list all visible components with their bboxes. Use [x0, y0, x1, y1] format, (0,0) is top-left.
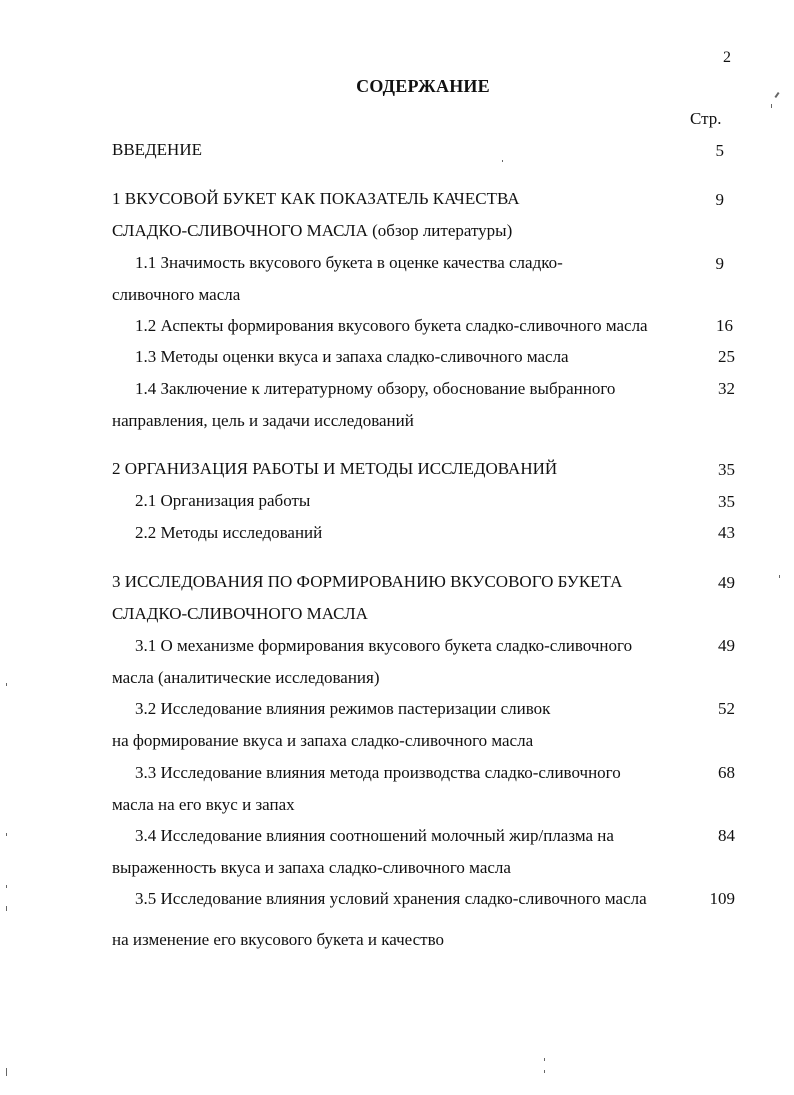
toc-page-1-4: 32	[718, 379, 735, 398]
scan-speck	[6, 906, 7, 911]
toc-section-3-4-line-2: выраженность вкуса и запаха сладко-сливочного масла	[112, 858, 511, 877]
scan-speck	[6, 833, 7, 836]
toc-chapter-3-line-1: 3 ИССЛЕДОВАНИЯ ПО ФОРМИРОВАНИЮ ВКУСОВОГО БУКЕТА	[112, 572, 623, 591]
toc-page-2-1: 35	[718, 492, 735, 511]
scan-speck	[6, 683, 7, 686]
toc-section-2-2: 2.2 Методы исследований	[135, 523, 323, 542]
scan-speck	[544, 1058, 545, 1061]
toc-page-3-5: 109	[709, 889, 735, 908]
scan-speck	[502, 160, 503, 162]
toc-page-2-2: 43	[718, 523, 735, 542]
toc-page-3-3: 68	[718, 763, 735, 782]
toc-section-1-4-line-1: 1.4 Заключение к литературному обзору, обоснование выбранного	[135, 379, 616, 398]
toc-section-3-4-line-1: 3.4 Исследование влияния соотношений молочный жир/плазма на	[135, 826, 614, 845]
scan-speck	[544, 1070, 545, 1073]
toc-section-1-1-line-2: сливочного масла	[112, 285, 241, 304]
scan-speck	[779, 575, 780, 578]
scan-speck	[771, 104, 772, 108]
page-title: СОДЕРЖАНИЕ	[356, 76, 490, 96]
toc-page-chapter-1: 9	[715, 190, 724, 209]
toc-section-3-3-line-2: масла на его вкус и запах	[112, 795, 295, 814]
toc-chapter-3-line-2: СЛАДКО-СЛИВОЧНОГО МАСЛА	[112, 604, 368, 623]
page-number: 2	[723, 49, 731, 66]
toc-section-3-5-line-2: на изменение его вкусового букета и качество	[112, 930, 444, 949]
toc-section-1-4-line-2: направления, цель и задачи исследований	[112, 411, 414, 430]
scan-speck	[6, 885, 7, 888]
toc-section-1-1-line-1: 1.1 Значимость вкусового букета в оценке качества сладко-	[135, 253, 563, 272]
toc-page-1-2: 16	[716, 316, 733, 335]
toc-section-3-5-line-1: 3.5 Исследование влияния условий хранения сладко-сливочного масла	[135, 889, 647, 908]
toc-page-1-1: 9	[715, 254, 724, 273]
toc-section-3-1-line-1: 3.1 О механизме формирования вкусового букета сладко-сливочного	[135, 636, 633, 655]
toc-page-1-3: 25	[718, 347, 735, 366]
toc-page-3-1: 49	[718, 636, 735, 655]
toc-section-1-2: 1.2 Аспекты формирования вкусового букета сладко-сливочного масла	[135, 316, 648, 335]
toc-section-3-2-line-1: 3.2 Исследование влияния режимов пастеризации сливок	[135, 699, 551, 718]
toc-chapter-1-line-2: СЛАДКО-СЛИВОЧНОГО МАСЛА (обзор литературы)	[112, 221, 513, 240]
toc-chapter-2: 2 ОРГАНИЗАЦИЯ РАБОТЫ И МЕТОДЫ ИССЛЕДОВАНИЙ	[112, 459, 558, 478]
toc-chapter-1-line-1: 1 ВКУСОВОЙ БУКЕТ КАК ПОКАЗАТЕЛЬ КАЧЕСТВА	[112, 189, 520, 208]
toc-page-intro: 5	[715, 141, 724, 160]
toc-section-1-3: 1.3 Методы оценки вкуса и запаха сладко-сливочного масла	[135, 347, 569, 366]
scan-speck	[6, 1068, 7, 1076]
toc-page-3-4: 84	[718, 826, 735, 845]
toc-section-2-1: 2.1 Организация работы	[135, 491, 311, 510]
toc-page-chapter-2: 35	[718, 460, 735, 479]
toc-page-3-2: 52	[718, 699, 735, 718]
toc-page-chapter-3: 49	[718, 573, 735, 592]
page-column-header: Стр.	[690, 109, 722, 128]
toc-entry-intro: ВВЕДЕНИЕ	[112, 140, 202, 159]
toc-section-3-3-line-1: 3.3 Исследование влияния метода производства сладко-сливочного	[135, 763, 621, 782]
toc-section-3-2-line-2: на формирование вкуса и запаха сладко-сливочного масла	[112, 731, 534, 750]
toc-section-3-1-line-2: масла (аналитические исследования)	[112, 668, 380, 687]
